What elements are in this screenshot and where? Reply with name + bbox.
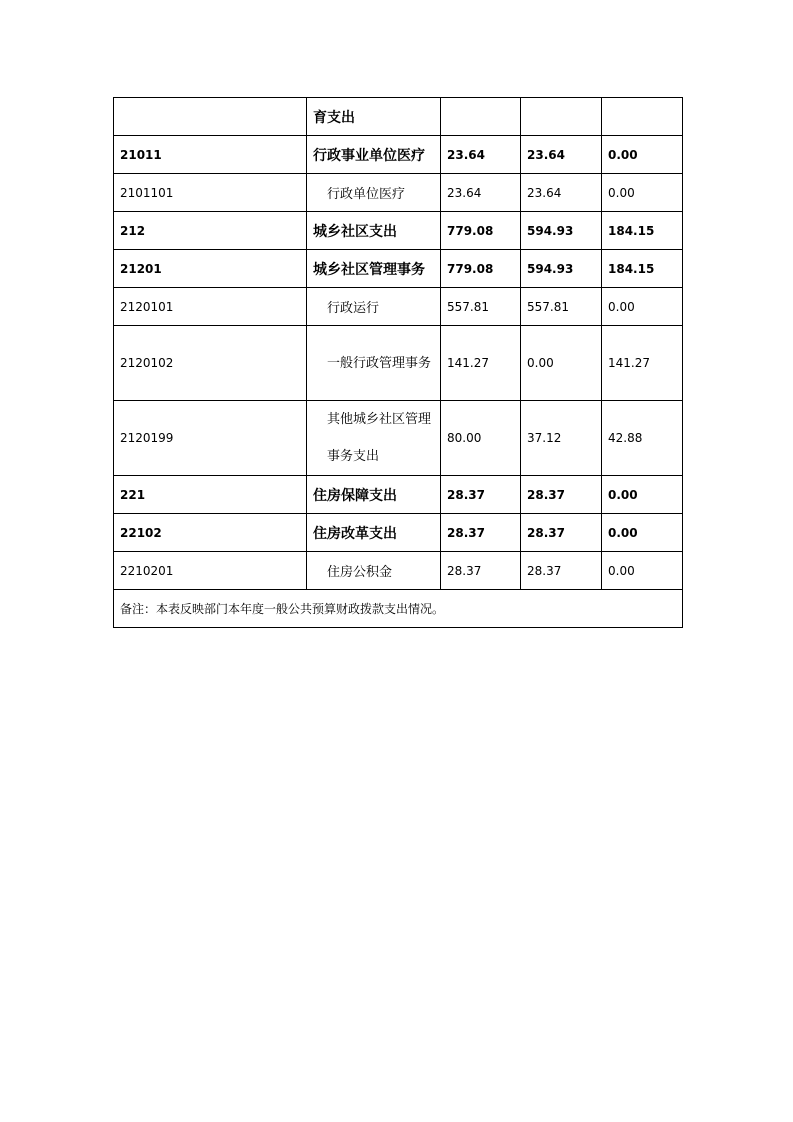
project-cell: 0.00 <box>602 288 683 326</box>
code-cell: 2120199 <box>114 401 307 476</box>
basic-cell: 0.00 <box>521 326 602 401</box>
code-cell: 2120101 <box>114 288 307 326</box>
basic-cell: 594.93 <box>521 250 602 288</box>
code-cell: 21201 <box>114 250 307 288</box>
code-cell: 2101101 <box>114 174 307 212</box>
name-cell: 行政事业单位医疗 <box>307 136 441 174</box>
code-cell: 2210201 <box>114 552 307 590</box>
basic-cell: 37.12 <box>521 401 602 476</box>
table-row <box>114 212 683 250</box>
name-cell: 行政单位医疗 <box>307 174 441 212</box>
basic-cell: 23.64 <box>521 174 602 212</box>
project-cell: 184.15 <box>602 212 683 250</box>
basic-cell: 28.37 <box>521 476 602 514</box>
total-cell <box>441 98 521 136</box>
note-row <box>114 590 683 628</box>
name-cell: 其他城乡社区管理事务支出 <box>307 401 441 476</box>
table-row <box>114 250 683 288</box>
total-cell: 28.37 <box>441 514 521 552</box>
total-cell: 23.64 <box>441 136 521 174</box>
basic-cell: 557.81 <box>521 288 602 326</box>
table-row <box>114 136 683 174</box>
project-cell: 0.00 <box>602 476 683 514</box>
basic-cell: 23.64 <box>521 136 602 174</box>
code-cell: 2120102 <box>114 326 307 401</box>
total-cell: 557.81 <box>441 288 521 326</box>
total-cell: 779.08 <box>441 250 521 288</box>
project-cell: 184.15 <box>602 250 683 288</box>
code-cell: 22102 <box>114 514 307 552</box>
code-cell <box>114 98 307 136</box>
project-cell: 0.00 <box>602 136 683 174</box>
code-cell: 21011 <box>114 136 307 174</box>
table-row <box>114 552 683 590</box>
project-cell: 0.00 <box>602 552 683 590</box>
project-cell: 42.88 <box>602 401 683 476</box>
table-row <box>114 401 683 476</box>
basic-cell: 28.37 <box>521 514 602 552</box>
total-cell: 141.27 <box>441 326 521 401</box>
basic-cell <box>521 98 602 136</box>
table-note: 备注：本表反映部门本年度一般公共预算财政拨款支出情况。 <box>114 590 683 628</box>
name-cell: 城乡社区支出 <box>307 212 441 250</box>
name-cell: 城乡社区管理事务 <box>307 250 441 288</box>
table-row <box>114 514 683 552</box>
total-cell: 779.08 <box>441 212 521 250</box>
table-row <box>114 174 683 212</box>
total-cell: 80.00 <box>441 401 521 476</box>
total-cell: 28.37 <box>441 476 521 514</box>
name-cell: 住房改革支出 <box>307 514 441 552</box>
project-cell: 0.00 <box>602 174 683 212</box>
table-row <box>114 98 683 136</box>
project-cell <box>602 98 683 136</box>
table-row <box>114 476 683 514</box>
basic-cell: 594.93 <box>521 212 602 250</box>
project-cell: 141.27 <box>602 326 683 401</box>
budget-expenditure-table <box>113 97 683 628</box>
table-row <box>114 326 683 401</box>
name-cell: 一般行政管理事务 <box>307 326 441 401</box>
name-cell: 行政运行 <box>307 288 441 326</box>
name-cell: 育支出 <box>307 98 441 136</box>
table-row <box>114 288 683 326</box>
name-cell: 住房公积金 <box>307 552 441 590</box>
basic-cell: 28.37 <box>521 552 602 590</box>
total-cell: 23.64 <box>441 174 521 212</box>
name-cell: 住房保障支出 <box>307 476 441 514</box>
code-cell: 221 <box>114 476 307 514</box>
code-cell: 212 <box>114 212 307 250</box>
project-cell: 0.00 <box>602 514 683 552</box>
total-cell: 28.37 <box>441 552 521 590</box>
